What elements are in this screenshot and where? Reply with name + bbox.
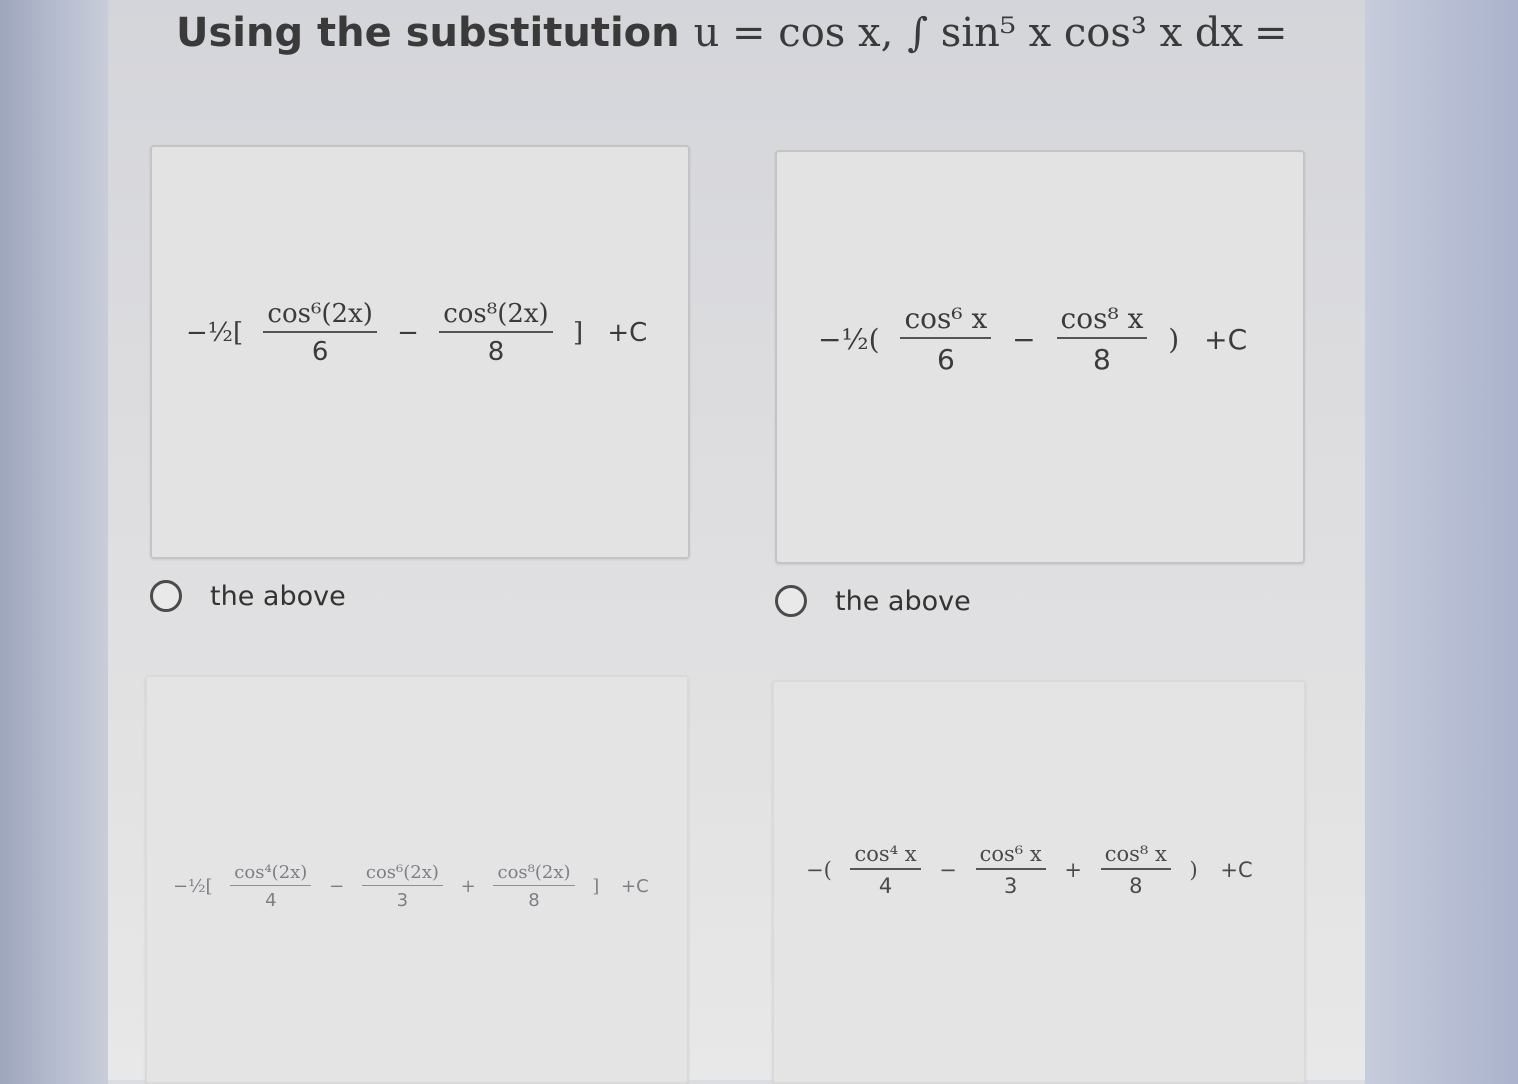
option-c-fraction-2: $\frac{\text{cos⁶(2x)}}{3}$ bbox=[362, 862, 443, 911]
option-d-fraction-3: $\frac{\text{cos⁸ x}}{8}$ bbox=[1101, 842, 1171, 898]
option-a-close: ] bbox=[572, 318, 584, 348]
option-b-radio[interactable] bbox=[775, 585, 807, 617]
option-d-lead: −( bbox=[806, 858, 832, 882]
option-c-expression bbox=[167, 862, 649, 911]
option-c-fraction-1: $\frac{\text{cos⁴(2x)}}{4}$ bbox=[230, 862, 311, 911]
option-d-operator-1: − bbox=[939, 858, 957, 882]
option-b-operator: − bbox=[1012, 322, 1036, 356]
option-b-card[interactable] bbox=[775, 150, 1305, 564]
question-equals: = bbox=[1254, 10, 1288, 56]
option-d-operator-2: + bbox=[1064, 858, 1083, 882]
option-b-radio-row[interactable] bbox=[775, 585, 971, 617]
option-d-expression bbox=[800, 842, 1253, 898]
option-a-fraction-2: $\frac{\text{cos⁸(2x)}}{8}$ bbox=[439, 299, 552, 367]
option-a-card[interactable] bbox=[150, 145, 690, 559]
option-c-close: ] bbox=[592, 876, 600, 897]
question-integral: ∫ sin⁵ x cos³ x dx bbox=[907, 10, 1244, 56]
option-d-constant: +C bbox=[1220, 858, 1253, 882]
option-a-radio-label: the above bbox=[210, 580, 346, 612]
option-c-constant: +C bbox=[621, 876, 649, 897]
option-c-fraction-3: $\frac{\text{cos⁸(2x)}}{8}$ bbox=[493, 862, 574, 911]
option-d-card[interactable] bbox=[772, 680, 1306, 1084]
option-b-close: ) bbox=[1168, 322, 1180, 356]
option-c-lead: −½[ bbox=[173, 876, 213, 897]
option-b-lead: −½( bbox=[818, 322, 880, 356]
option-d-close: ) bbox=[1189, 858, 1198, 882]
option-a-operator: − bbox=[397, 318, 419, 348]
option-a-fraction-1: $\frac{\text{cos⁶(2x)}}{6}$ bbox=[263, 299, 376, 367]
option-a-radio-row[interactable] bbox=[150, 580, 346, 612]
option-a-radio[interactable] bbox=[150, 580, 182, 612]
option-d-fraction-1: $\frac{\text{cos⁴ x}}{4}$ bbox=[850, 842, 920, 898]
question-substitution: u = cos x, bbox=[693, 10, 894, 56]
option-b-fraction-1: $\frac{\text{cos⁶ x}}{6}$ bbox=[900, 302, 991, 376]
question-prefix: Using the substitution bbox=[176, 10, 680, 56]
option-b-expression bbox=[812, 302, 1247, 376]
option-c-operator-2: + bbox=[460, 876, 476, 897]
option-a-lead: −½[ bbox=[186, 318, 244, 348]
option-c-operator-1: − bbox=[329, 876, 345, 897]
option-d-fraction-2: $\frac{\text{cos⁶ x}}{3}$ bbox=[976, 842, 1046, 898]
question-text bbox=[176, 10, 1306, 80]
option-a-expression bbox=[180, 299, 647, 367]
option-b-radio-label: the above bbox=[835, 585, 971, 617]
option-c-card[interactable] bbox=[145, 675, 689, 1084]
option-b-constant: +C bbox=[1204, 322, 1248, 356]
option-a-constant: +C bbox=[607, 318, 648, 348]
option-b-fraction-2: $\frac{\text{cos⁸ x}}{8}$ bbox=[1057, 302, 1148, 376]
